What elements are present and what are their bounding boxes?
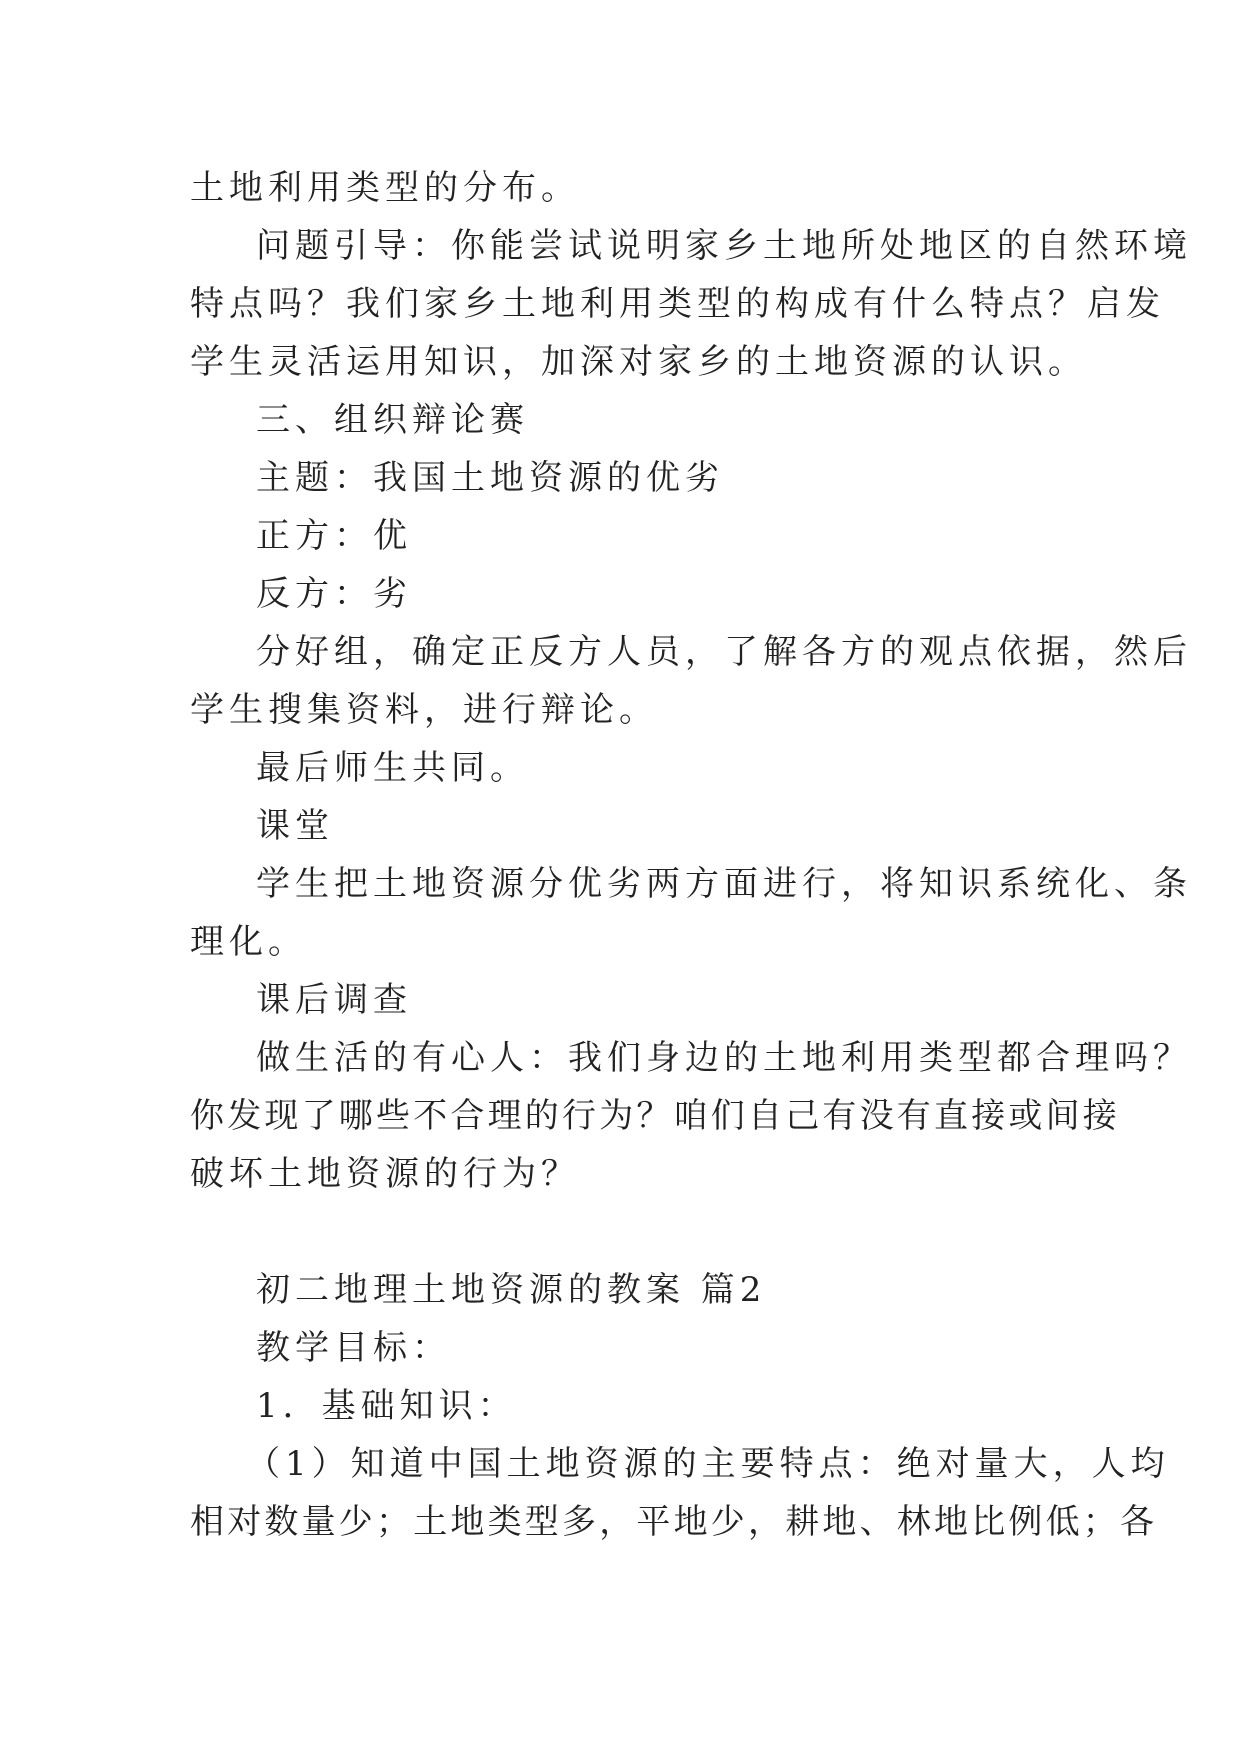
- body-text-line: 破坏土地资源的行为？: [190, 1154, 580, 1194]
- body-text-line: 主题：我国土地资源的优劣: [256, 458, 724, 498]
- body-text-line: 学生搜集资料，进行辩论。: [190, 690, 658, 730]
- section-heading: 课堂: [256, 806, 334, 846]
- section-heading: 三、组织辩论赛: [256, 400, 529, 440]
- section-heading: 课后调查: [256, 980, 412, 1020]
- body-text-line: 土地利用类型的分布。: [190, 168, 580, 208]
- body-text-line: 理化。: [190, 922, 307, 962]
- body-text-line: 你发现了哪些不合理的行为？咱们自己有没有直接或间接: [190, 1096, 1120, 1136]
- body-text-line: 学生把土地资源分优劣两方面进行，将知识系统化、条: [256, 864, 1192, 904]
- body-text-line: 做生活的有心人：我们身边的土地利用类型都合理吗？: [256, 1038, 1192, 1078]
- body-text-line: 相对数量少；土地类型多，平地少，耕地、林地比例低；各: [190, 1502, 1158, 1542]
- body-text-line: 最后师生共同。: [256, 748, 529, 788]
- body-text-line: 分好组，确定正反方人员，了解各方的观点依据，然后: [256, 632, 1192, 672]
- body-text-line: 反方：劣: [256, 574, 412, 614]
- body-text-line: 问题引导：你能尝试说明家乡土地所处地区的自然环境: [256, 226, 1192, 266]
- body-text-line: 学生灵活运用知识，加深对家乡的土地资源的认识。: [190, 342, 1087, 382]
- section-title: 初二地理土地资源的教案 篇2: [256, 1270, 767, 1310]
- list-heading: 1．基础知识：: [256, 1386, 517, 1426]
- body-text-line: 特点吗？我们家乡土地利用类型的构成有什么特点？启发: [190, 284, 1165, 324]
- body-text-line: 正方：优: [256, 516, 412, 556]
- section-heading: 教学目标：: [256, 1328, 451, 1368]
- body-text-line: （1）知道中国土地资源的主要特点：绝对量大，人均: [246, 1444, 1170, 1484]
